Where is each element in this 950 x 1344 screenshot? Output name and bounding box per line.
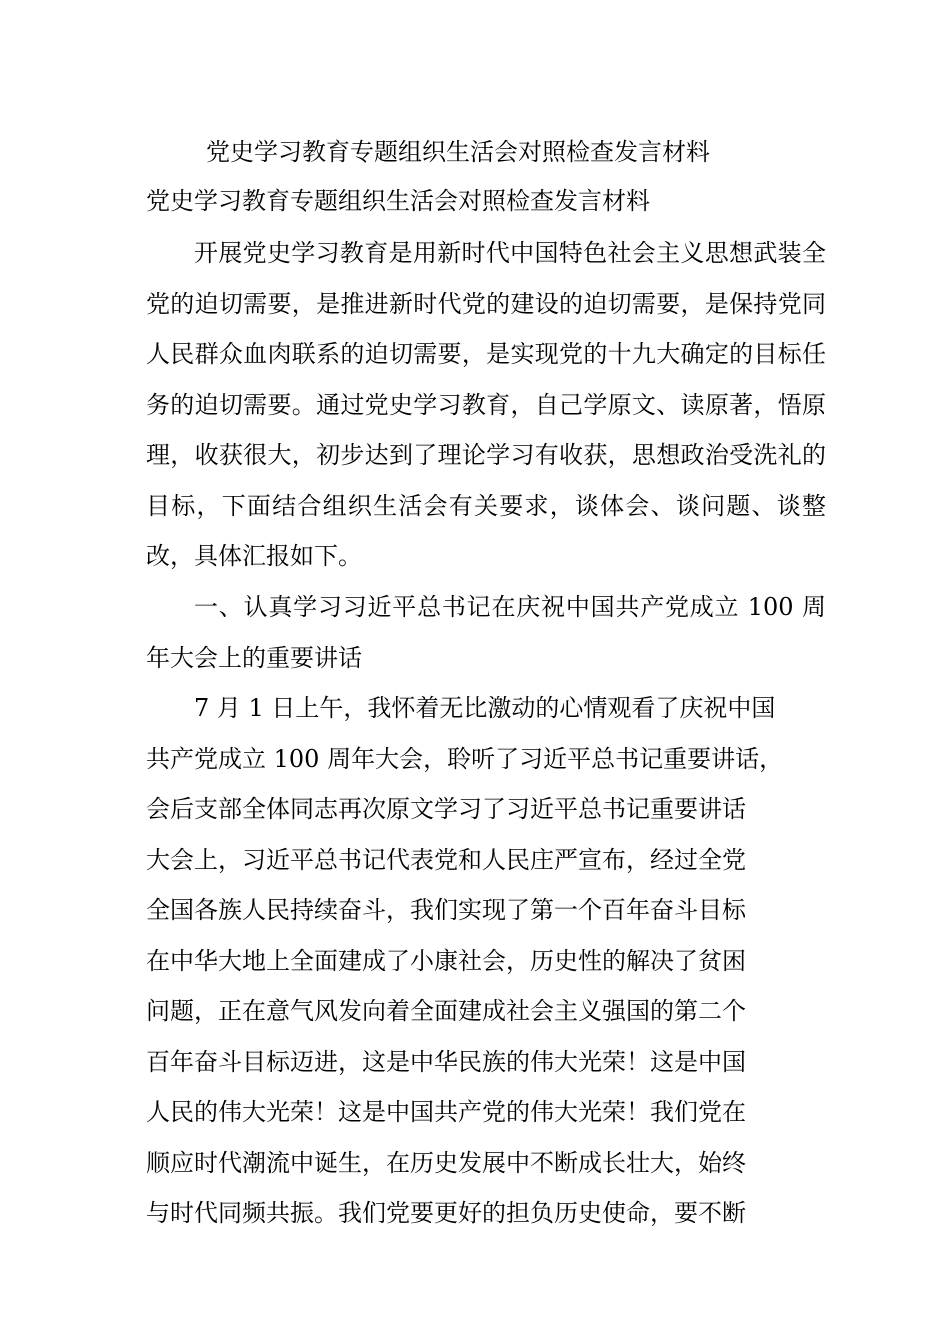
- body-line: 百年奋斗目标迈进，这是中华民族的伟大光荣！这是中国: [146, 1047, 746, 1076]
- body-line: 与时代同频共振。我们党要更好的担负历史使命，要不断: [146, 1199, 746, 1227]
- body-line: 全国各族人民持续奋斗，我们实现了第一个百年奋斗目标: [146, 896, 746, 924]
- section-heading: 一、认真学习习近平总书记在庆祝中国共产党成立 100 周年大会上的重要讲话: [146, 593, 826, 672]
- body-line: 会后支部全体同志再次原文学习了习近平总书记重要讲话: [146, 795, 746, 823]
- body-line: 7 月 1 日上午，我怀着无比激动的心情观看了庆祝中国: [194, 694, 776, 722]
- section-body-paragraph: [146, 683, 826, 1239]
- body-line: 在中华大地上全面建成了小康社会，历史性的解决了贫困: [146, 946, 746, 975]
- body-line: 人民的伟大光荣！这是中国共产党的伟大光荣！我们党在: [146, 1098, 746, 1126]
- body-line: 大会上，习近平总书记代表党和人民庄严宣布，经过全党: [146, 845, 746, 874]
- body-line: 问题，正在意气风发向着全面建成社会主义强国的第二个: [146, 997, 746, 1025]
- document-subtitle: 党史学习教育专题组织生活会对照检查发言材料: [146, 187, 650, 215]
- intro-paragraph: 开展党史学习教育是用新时代中国特色社会主义思想武装全党的迫切需要，是推进新时代党的建设的迫切需要，是保持党同人民群众血肉联系的迫切需要，是实现党的十九大确定的目标任务的迫切需要。通过党史学习教育，自己学原文、读原著，悟原理，收获很大，初步达到了理论学习有收获，思想政治受洗礼的目标，下面结合组织生活会有关要求，谈体会、谈问题、谈整改，具体汇报如下。: [146, 239, 826, 570]
- body-line: 共产党成立 100 周年大会，聆听了习近平总书记重要讲话，: [146, 744, 784, 773]
- body-line: 顺应时代潮流中诞生，在历史发展中不断成长壮大，始终: [146, 1148, 746, 1177]
- document-title: 党史学习教育专题组织生活会对照检查发言材料: [206, 138, 710, 166]
